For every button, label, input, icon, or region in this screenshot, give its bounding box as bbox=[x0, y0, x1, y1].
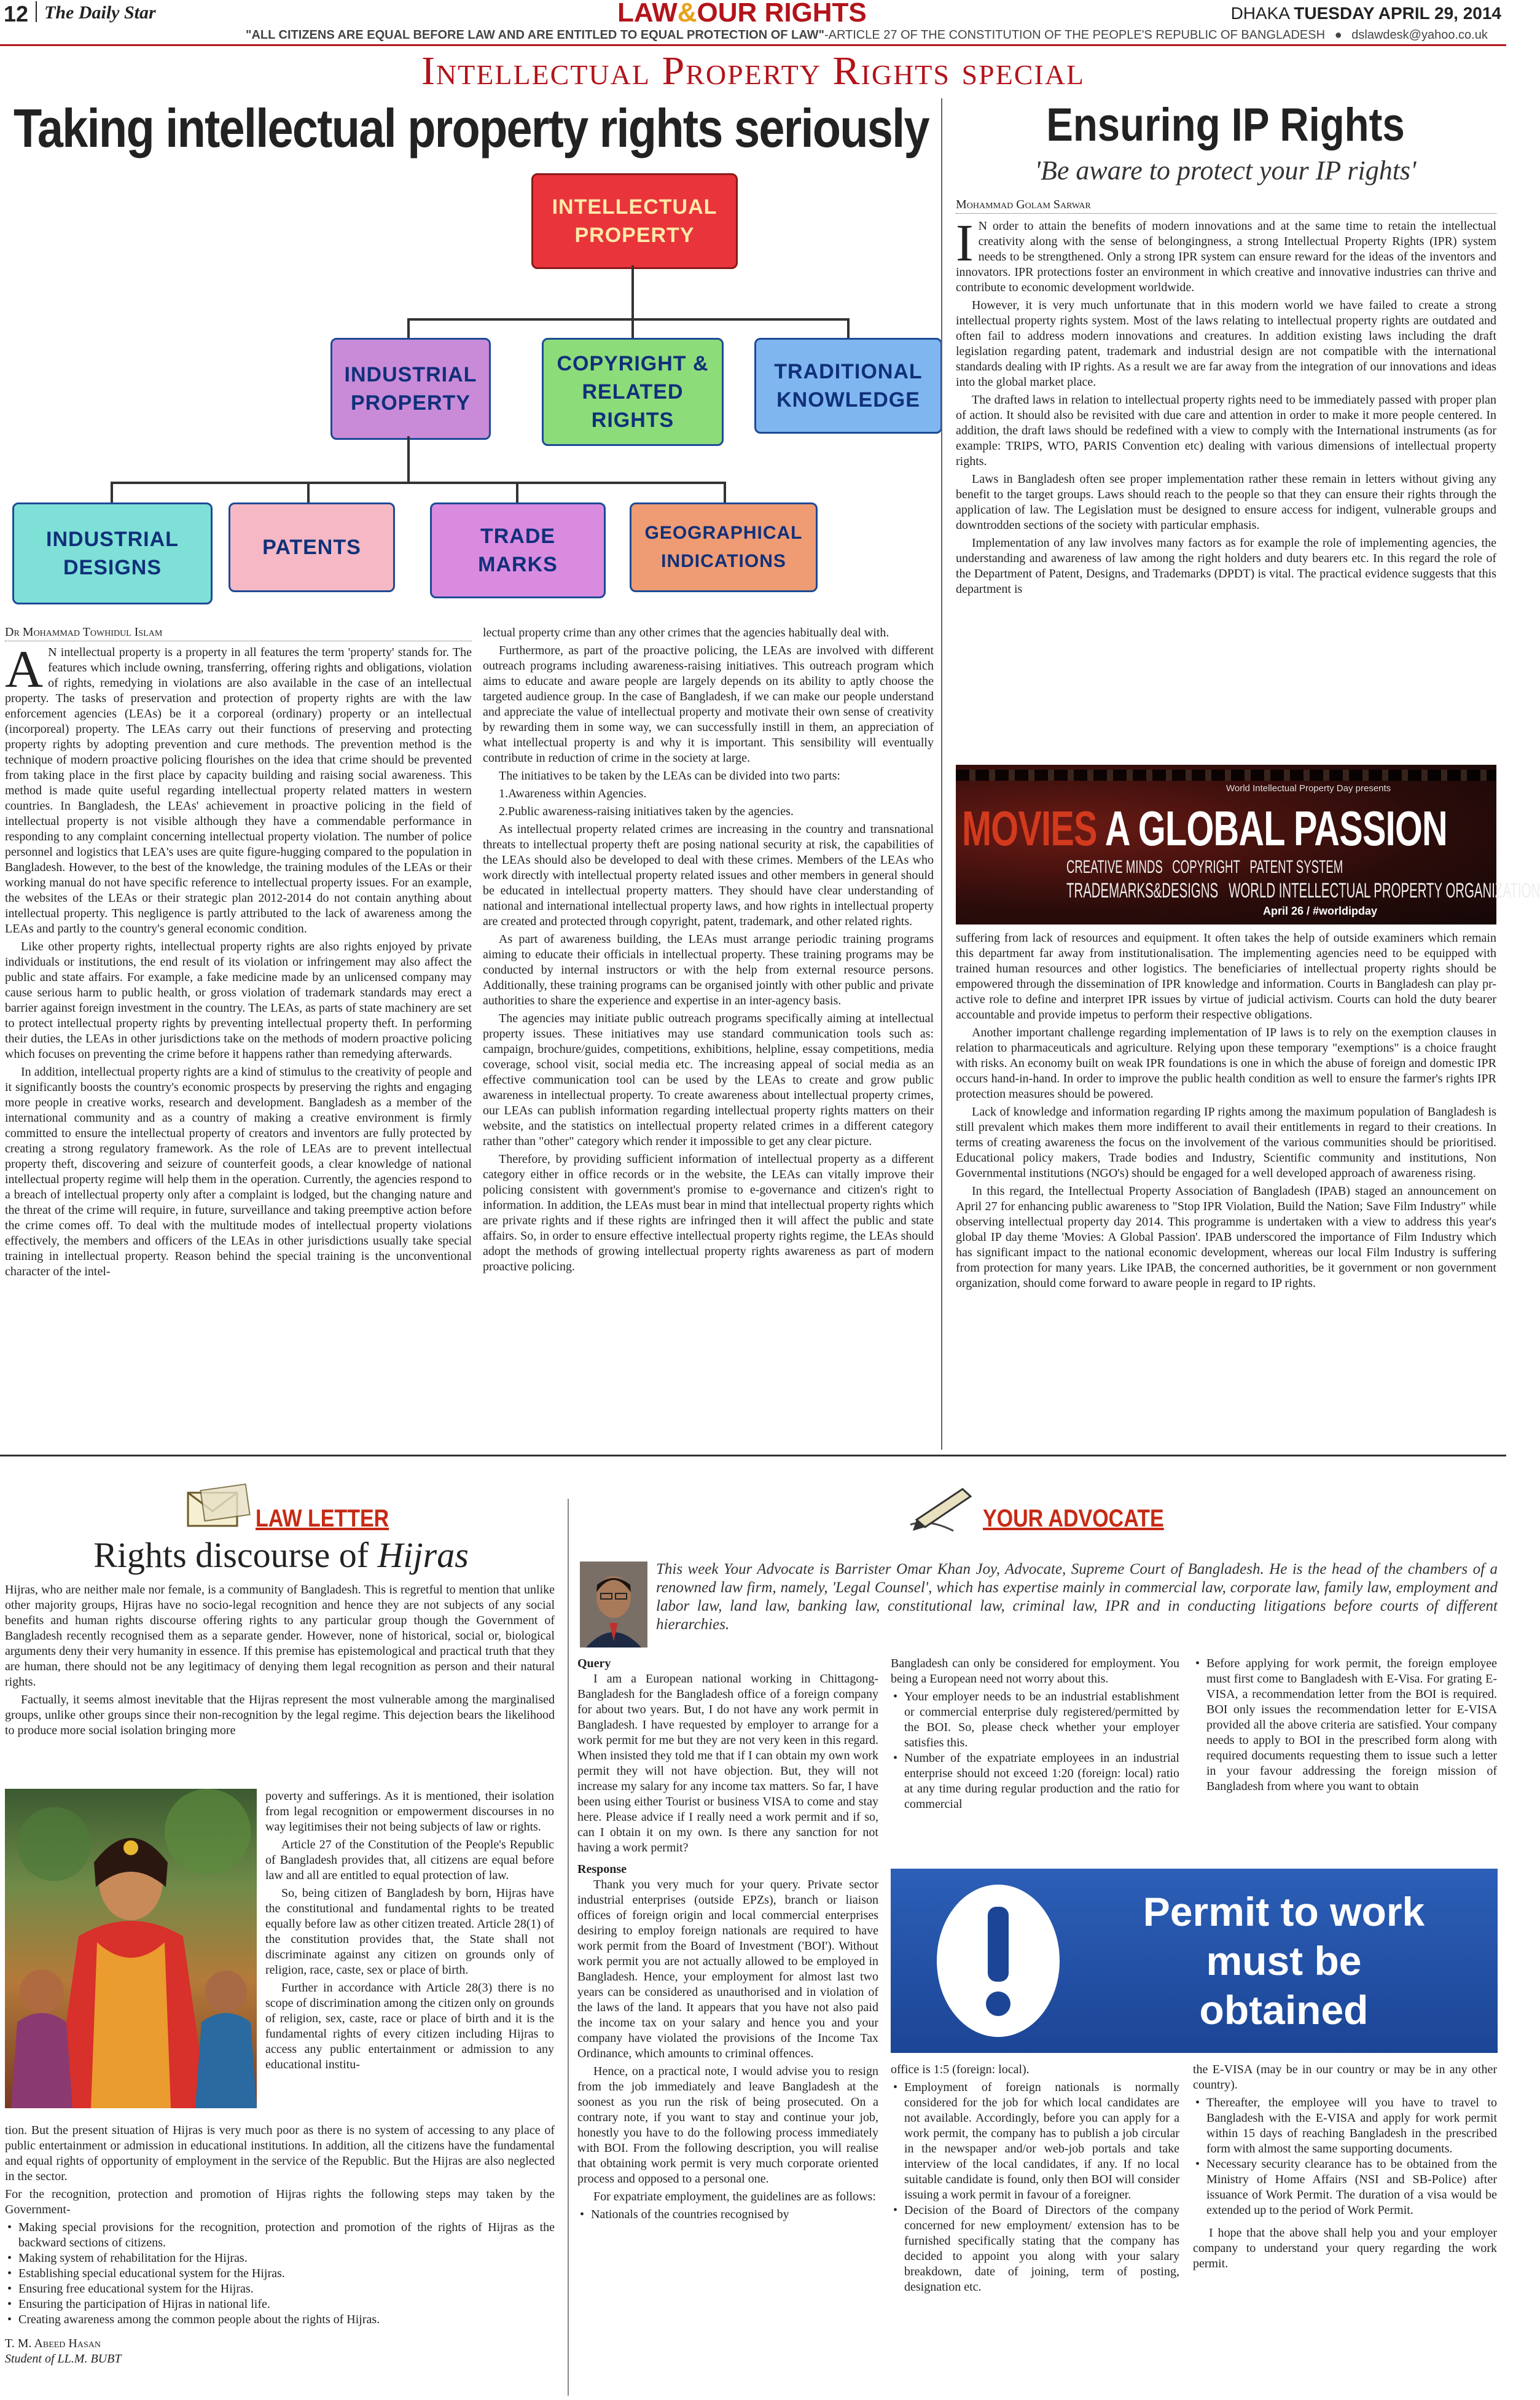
diagram-industrial-designs-l1: INDUSTRIAL bbox=[46, 528, 179, 551]
article1-col2-list-2: 2.Public awareness-raising initiatives taken by the agencies. bbox=[499, 805, 794, 818]
response-p3: For expatriate employment, the guidelines are as follows: bbox=[593, 2190, 876, 2203]
diagram-copyright-box bbox=[542, 338, 724, 446]
diagram-trademarks-l2: MARKS bbox=[478, 553, 558, 576]
list-item: • Making special provisions for the recognition, protection and promotion of the rights of Hijras as the backward sections of citizens. bbox=[18, 2220, 555, 2251]
response-p1: Thank you very much for your query. Private sector industrial enterprises (outside EPZs), branch or liaison offices of foreign origin and local commercial enterprises desiring to employ foreign nationals are required to have work permit from the Board of Investment ('BOI'). Without work permit you are not actually allowed to be employed in Bangladesh. Hence, your employment for almost last two years can be considered as unauthorised and in violation of the laws of the land. It appears that you have not also paid the income tax on your salary and hence you and your company have violated the provisions of the Income Tax Ordinance, which amounts to criminal offences. bbox=[577, 1878, 878, 2060]
permit-line-2: must be bbox=[1206, 1938, 1362, 1984]
response-label: Response bbox=[577, 1863, 627, 1876]
article1-col2-list-1: 1.Awareness within Agencies. bbox=[499, 787, 647, 800]
list-item: • Decision of the Board of Directors of the company concerned for new employment/ extension has to be furnished specifically stating that the company has decided to appoint you along with your salary breakdown, date of joining, term of posting, designation etc. bbox=[904, 2203, 1179, 2295]
law-letter-tag: LAW LETTER bbox=[256, 1505, 389, 1532]
list-item: • Ensuring the participation of Hijras in national life. bbox=[18, 2297, 555, 2312]
banner-patent-system: PATENT SYSTEM bbox=[1249, 857, 1343, 877]
advocate-column-2-bottom bbox=[891, 2062, 1179, 2397]
law-letter-wrap-text bbox=[265, 1789, 554, 2121]
diagram-root-line-2: PROPERTY bbox=[574, 224, 695, 247]
banner-small-top: World Intellectual Property Day presents bbox=[1226, 783, 1391, 794]
list-item: • Number of the expatriate employees in an industrial enterprise should not exceed 1:20 (foreign: local) ratio at any time during regular production and the ratio for commercial bbox=[904, 1751, 1179, 1812]
advocate-section bbox=[573, 1457, 1506, 2400]
banner-creative-minds: CREATIVE MINDS bbox=[1066, 857, 1163, 877]
law-letter-wrap-p3: So, being citizen of Bangladesh by born, Hijras have the constitutional and fundamental rights to be treated equally before law as other citizen treated. Article 28(1) of the constitution provides that, the State shall not discriminate against any citizen on grounds only of religion, race, caste, sex or place of birth. bbox=[265, 1886, 554, 1977]
diagram-trademarks-l1: TRADE bbox=[480, 525, 556, 548]
article2-p5: Implementation of any law involves many factors as for example the role of implementing agencies, the understanding and awareness of law among the right holders and duty bearers etc. In this regard the role of the Department of Patent, Designs, and Trademarks (DPDT) is vital. The practical evidence suggests that this department is bbox=[956, 536, 1496, 596]
banner-title-movies: MOVIES bbox=[962, 801, 1097, 856]
permit-graphic-text bbox=[1093, 1887, 1474, 2035]
list-item: • Before applying for work permit, the foreign employee must first come to Bangladesh with E-Visa. For grating E-VISA, a recommendation letter from the BOI is required. BOI only issues the recommendation letter for E-VISA provided all the above criteria are satisfied. Your company needs to apply to BOI in the prescribed form along with required documents requesting them to issue such a letter in your favour addressing the foreign mission of Bangladesh from where you want to obtain bbox=[1206, 1656, 1497, 1794]
banner-copyright: COPYRIGHT bbox=[1172, 857, 1240, 877]
ip-diagram bbox=[12, 173, 934, 628]
article2-p7: Another important challenge regarding implementation of IP laws is to rely on the exemption clauses in relation to pharmaceuticals and agriculture. Relying upon these temporary "exemptions" is a choice fraught with risks. An economy built on weak IPR foundations is one in which the abuse of foreign and domestic IPR occurs hand-in-hand. In order to improve the public health condition as well to ensure the farmer's rights IPR protection measures should be powered. bbox=[956, 1026, 1496, 1101]
law-letter-p2: Factually, it seems almost inevitable that the Hijras represent the most vulnerable among the marginalised groups, unlike other groups since their non-recognition by the legal regime. This dejection bears the likelihood to produce more social isolation bringing more bbox=[5, 1693, 555, 1737]
law-letter-after: tion. But the present situation of Hijras is very much poor as there is no system of accessing to any place of public entertainment or admission in educational institutions. In addition, all the citizens have the fundamental and equal rights of opportunity of employment in the service of the Republic. But the Hijras are also neglected in the sector. bbox=[5, 2124, 555, 2183]
advocate-col3b-lead: the E-VISA (may be in our country or may be in any other country). bbox=[1193, 2063, 1497, 2092]
diagram-industrial-property-l1: INDUSTRIAL bbox=[344, 363, 477, 386]
diagram-copyright-l3: RIGHTS bbox=[591, 408, 674, 432]
envelope-icon bbox=[184, 1487, 252, 1531]
diagram-traditional-knowledge-box bbox=[754, 338, 942, 434]
article1-col2-p2: Furthermore, as part of the proactive policing, the LEAs are involved with different outreach programs including awareness-raising initiatives. This outreach program which aims to educate and aware people are largely depends on its ability to aptly choose the targeted audience group. In the case of Bangladesh, if we can make our people understand and appreciate the value of intellectual property and motivate their own sense of creativity by rewarding them in some way, we can successfully instill in them, an appreciation of what intellectual property is and why it is important. This sensibility will eventually contribute in reduction of crime in the society at large. bbox=[483, 644, 934, 765]
article2-subhead: 'Be aware to protect your IP rights' bbox=[1034, 155, 1417, 186]
exclamation-icon bbox=[934, 1881, 1063, 2041]
permit-line-3: obtained bbox=[1199, 1987, 1369, 2033]
law-letter-steps bbox=[5, 2220, 555, 2328]
permit-graphic bbox=[891, 1869, 1498, 2053]
article1-byline: Dr Mohammad Towhidul Islam bbox=[5, 625, 472, 641]
article1-col2-p6: The agencies may initiate public outreach programs specifically aiming at intellectual property issues. These initiatives may use standard communication tools such as: campaign, brochure/guides, competitions, exhibitions, helpline, essay competitions, media coverage, school visit, social media etc. The increasing appeal of social media as an effective communication tool can be used by the LEAs to create and grow public awareness in intellectual property. To create awareness about intellectual property crimes, our LEAs can publish information regarding intellectual property rights matters on their website, and the statistics on intellectual property related crimes in a different category rather than "other" category which render it impossible to get any clear picture. bbox=[483, 1012, 934, 1148]
article1-dropcap: A bbox=[5, 639, 44, 698]
law-letter-tail bbox=[5, 2123, 555, 2367]
law-letter-section bbox=[0, 1457, 562, 2400]
banner-trademarks-designs: TRADEMARKS&DESIGNS bbox=[1066, 879, 1219, 902]
banner-wipo: WORLD INTELLECTUAL PROPERTY ORGANIZATION bbox=[1229, 879, 1540, 902]
list-item: • Necessary security clearance has to be obtained from the Ministry of Home Affairs (NSI and SB-Police) after issuance of Work Permit. The duration of a visa would be extended up to the period of Work Permit. bbox=[1206, 2157, 1497, 2218]
section-title: LAW&OUR RIGHTS bbox=[617, 0, 867, 28]
list-item: • Making system of rehabilitation for the Hijras. bbox=[18, 2251, 555, 2266]
article2-p9: In this regard, the Intellectual Property Association of Bangladesh (IPAB) staged an announcement on April 27 for enhancing public awareness to "Stop IPR Violation, Build the Nation; Save Film Industry" while observing intellectual property day 2014. This programme is undertaken with a view to address this year's global IP day theme 'Movies: A Global Passion'. IPAB underscored the importance of Film Industry which has significant impact to the national economic development, whereas our local Film Industry is suffering from protection for many years. Like IPAB, the concerned authorities, be it government or non government organization, should come forward to aware people in regard to IP rights. bbox=[956, 1184, 1496, 1290]
query-label: Query bbox=[577, 1657, 611, 1670]
diagram-geo-indications-l2: INDICATIONS bbox=[661, 551, 786, 571]
advocate-intro: This week Your Advocate is Barrister Omar Khan Joy, Advocate, Supreme Court of Bangladesh. He is the head of the chambers of a renowned law firm, namely, 'Legal Counsel', which has expertise mainly in commercial law, corporate law, family law, employment and labor law, land law, banking law, constitutional law, criminal law, IPR and in conducting litigations before courts of different hierarchies. bbox=[656, 1561, 1498, 1633]
date-line: DHAKA TUESDAY APRIL 29, 2014 bbox=[1230, 4, 1501, 23]
article1-col1-p1: A N intellectual property is a property in all features the term 'property' stands for. The features which include owning, transferring, offering rights and obligations, violation of rights, remedying in violations are also available in the case of an intellectual property. The tasks of preservation and protection of property rights are with the law enforcement agencies (LEAs) be it a corporeal (ordinary) property or an intellectual (incorporeal) property. The LEAs carry out their functions of preserving and protecting property rights by adopting prevention and cure methods. The prevention method is the technique of modern proactive policing flourishes on the idea that crime should be prevented from taking place in the first place by capacity building and raising social awareness. This method is made quite useful regarding intellectual property related matters in western countries. In Bangladesh, the LEAs' achievement in proactive policing in the field of intellectual property is not visible although they have a commendable performance in responding to any complaint concerning intellectual property violation. The number of police personnel and logistics that LEA's uses are quite figure-hugging compared to the population in Bangladesh. However, to the best of the knowledge, the training modules of the LEAs or their working manual do not have specific reference to intellectual property issues. For an example, the websites of the LEAs or their strategic plan 2012-2014 do not contain anything about intellectual property. This negligence is partly attributed to the lack of awareness among the LEAs and partly to the country's general economic condition. bbox=[5, 639, 472, 936]
banner-title-passion: A GLOBAL PASSION bbox=[1104, 801, 1447, 856]
article2-p3: The drafted laws in relation to intellectual property rights need to be immediately passed with proper plan of action. It should also be revisited with due care and attention in order to make it more people centered. In addition, the draft laws should be redefined with a view to comply with the International instruments (as for example: TRIPS, WTO, PARIS Convention etc) dealing with various dimensions of intellectual property rights. bbox=[956, 393, 1496, 468]
diagram-trademarks-box bbox=[430, 502, 606, 598]
banner-footer: April 26 / #worldipday bbox=[1263, 905, 1378, 917]
list-item: • Nationals of the countries recognised by bbox=[591, 2207, 878, 2222]
diagram-traditional-knowledge-l1: TRADITIONAL bbox=[774, 360, 923, 383]
law-letter-wrap-p2: Article 27 of the Constitution of the People's Republic of Bangladesh provides that, all citizens are equal before law and all are entitled to equal protection of law. bbox=[265, 1838, 554, 1882]
diagram-industrial-designs-box bbox=[12, 502, 213, 604]
law-letter-author: T. M. Abeed Hasan bbox=[5, 2337, 101, 2350]
diagram-root-box bbox=[531, 173, 738, 269]
diagram-geo-indications-l1: GEOGRAPHICAL bbox=[644, 523, 803, 543]
pen-icon bbox=[904, 1482, 978, 1537]
article1-col2-p5: As part of awareness building, the LEAs must arrange periodic training programs aiming to educate their officials in intellectual property. These training programs may be conducted by internal instructors or with the help from external resource persons. Additionally, these training programs can be organised jointly with other public and private authorities to share the experience and expertise in an inter-agency basis. bbox=[483, 932, 934, 1007]
diagram-traditional-knowledge-l2: KNOWLEDGE bbox=[776, 388, 920, 412]
ip-day-banner bbox=[956, 765, 1540, 924]
article2-bottom-text bbox=[956, 931, 1496, 1444]
law-letter-wrap-p1: poverty and sufferings. As it is mentioned, their isolation from legal recognition or empowerment discourses in no way legitimises their not being subjects of law or rights. bbox=[265, 1789, 554, 1834]
advocate-tag: YOUR ADVOCATE bbox=[983, 1505, 1164, 1532]
article2-p4: Laws in Bangladesh often see proper implementation rather these remain in letters without giving any benefit to the target groups. Laws should reach to the people so that they can ensure their rights through the application of law. The Legislation must be designed to ensure access for indigent, vulnerable groups and downtrodden sections of the society with particular emphasis. bbox=[956, 472, 1496, 532]
list-item: • Employment of foreign nationals is normally considered for the job for which local candidates are not available. Accordingly, before you can apply for a work permit, the company has to publish a job circular in the newspaper and/or web-job portals and take interview of the local candidates, if any. If no local suitable candidate is found, only then BOI will consider issuing a work permit in favour of a foreigner. bbox=[904, 2080, 1179, 2203]
diagram-industrial-property-l2: PROPERTY bbox=[350, 391, 471, 415]
list-item: • Creating awareness among the common people about the rights of Hijras. bbox=[18, 2312, 555, 2328]
law-letter-headline: Rights discourse of Hijras bbox=[93, 1535, 469, 1575]
advocate-column-3-bottom bbox=[1193, 2062, 1497, 2397]
page-number: 12 bbox=[4, 1, 29, 26]
list-item: • Ensuring free educational system for the Hijras. bbox=[18, 2281, 555, 2297]
query-text: I am a European national working in Chittagong- Bangladesh for the Bangladesh office of a foreign company for about two years. But, I do not have any work permit in Bangladesh. I have requested by employer to arrange for a work permit for me but they are not very keen in this regard. When insisted they told me that if I can obtain my own work permit they will not have objection. But, they will not increase my salary for any income tax matters. So far, I have been using either Tourist or business VISA to come and stay here. Please advice if I really need a work permit and if so, can I obtain it on my own. Is there any sanction for not having a work permit? bbox=[577, 1672, 878, 1855]
article2-top-text bbox=[956, 213, 1496, 808]
response-p2: Hence, on a practical note, I would advise you to resign from the job immediately and leave Bangladesh at the soonest as you run the risk of being prosecuted. On a contrary note, if you want to stay and continue your job, honestly you have to do the following process immediately with BOI. From the following description, you will realise that obtaining work permit is very much corporate oriented process and opposed to a personal one. bbox=[577, 2065, 878, 2186]
law-letter-steps-intro: For the recognition, protection and promotion of Hijras rights the following steps may taken by the Government- bbox=[5, 2187, 555, 2216]
article1-column-2 bbox=[483, 625, 934, 1442]
advocate-photo bbox=[580, 1562, 647, 1648]
article1-col1-p3: In addition, intellectual property rights are a kind of stimulus to the creativity of people and it significantly boosts the country's economic prospects by preserving the rights and engaging more people in creative works, research and development. Bangladesh as a member of the international community and as a country of making a creative environment is firmly committed to ensure the intellectual property of creators and inventors are fully protected by creating a strong regulatory framework. As the role of LEAs are to prevent intellectual property theft, discovering and seizure of counterfeit goods, a clear knowledge of national intellectual property regime will help them in the operation. Currently, the agencies respond to a breach of intellectual property only after a complaint is lodged, but the changing nature and the threat of the crime will require, in future, surveillance and taking preemptive action before the crime comes off. To deal with the multitude modes of intellectual property violations effectively, the members and officers of the LEAs in other jurisdictions usually take special training in intellectual property. Reason behind the special training is the unconventional character of the intel- bbox=[5, 1065, 472, 1278]
article1-headline: Taking intellectual property rights seriously bbox=[14, 98, 929, 158]
diagram-root-line-1: INTELLECTUAL bbox=[552, 195, 717, 219]
article2-p1: I N order to attain the benefits of modern innovations and at the same time to retain the intellectual creativity along with the sense of belongingness, a strong Intellectual Property Rights (IPR) system needs to be strengthened. Only a strong IPR system can ensure reward for the ideas of the inventors and innovators. IPR protections foster an environment in which creative and innovative industries can thrive and contribute to economic development worldwide. bbox=[956, 213, 1496, 294]
hijra-photo bbox=[5, 1789, 257, 2108]
law-letter-wrap-p4: Further in accordance with Article 28(3) there is no scope of discrimination among the citizen only on grounds of religion, sex, caste, race or place of birth and it is the fundamental rights of every citizen including Hijras to access any public entertainment or admission to any educational institu- bbox=[265, 1981, 554, 2071]
article2-dropcap: I bbox=[956, 213, 974, 272]
advocate-column-3-top bbox=[1193, 1656, 1497, 1859]
article1-column-1 bbox=[5, 639, 472, 1444]
diagram-patents-l1: PATENTS bbox=[262, 536, 361, 559]
article1-col1-p2: Like other property rights, intellectual property rights are also rights enjoyed by private individuals or institutions, the end result of its violation or infringement may also affect the public and state affairs. For example, a fake medicine made by an unlicensed company may cause serious harm to public health, or gross violation of trademark standards may erect a barrier against foreign investment in the country. The LEAs, as parts of state machinery are set to protect intellectual property rights by preventing intellectual property theft. In performing their duties, the LEAs in other jurisdictions take on the methods of modern proactive policing which focuses on preventing the crime before it happens rather than remedying afterwards. bbox=[5, 940, 472, 1061]
diagram-industrial-designs-l2: DESIGNS bbox=[63, 556, 162, 579]
advocate-column-2-top bbox=[891, 1656, 1179, 1859]
diagram-industrial-property-box bbox=[330, 338, 491, 440]
advocate-col2-lead: Bangladesh can only be considered for employment. You being a European need not worry about this. bbox=[891, 1657, 1179, 1686]
desk-email[interactable]: dslawdesk@yahoo.co.uk bbox=[1351, 28, 1488, 42]
bullet-dot: ● bbox=[1334, 28, 1342, 42]
article2-p8: Lack of knowledge and information regarding IP rights among the maximum population of Bangladesh is still prevalent which makes them more indifferent to avail their entitlements in regard to their creations. In terms of creating awareness the focus on the involvement of the various communities should be prioritised. Educational policy makers, Trade bodies and Industry, Scientific community and institutions, Non Governmental institutions (NGO's) should be engaged for a well developed approach of awareness rising. bbox=[956, 1105, 1496, 1180]
article2-p2: However, it is very much unfortunate that in this modern world we have failed to create a strong intellectual property rights system. Most of the laws relating to intellectual property rights are outdated and often fail to address modern innovations and creatures. In addition existing laws including the draft legislation regarding patent, trademark and industrial design are not compatible with the international standards dealing with IP rights. As a result we are far away from the integration of our innovations and ideas into the global market place. bbox=[956, 299, 1496, 389]
article1-col2-p4: As intellectual property related crimes are increasing in the country and transnational threats to intellectual property theft are posing national security at risk, the capabilities of the LEAs should also be developed to deal with these crimes. Members of the LEAs who work directly with intellectual property related issues and other members in general should be educated in intellectual property matters. They should have clear understanding of national and international intellectual property laws, and how rights in intellectual property are created and protected through copyright, patent, trademark, and other related rights. bbox=[483, 823, 934, 928]
law-letter-p1: Hijras, who are neither male nor female, is a community of Bangladesh. This is regretful to mention that unlike other majority groups, Hijras have no socio-legal recognition and hence they are not subjects of any social benefits and human rights discourse offering rights to any particular group though the Government of Bangladesh recently recognised them as a separate gender. However, none of historical, social or, biological arguments deny their very humanity in essence. If this premise has epistemological and practical truth that they are human, there should not be any legitimacy of denying them legal recognition as person and their natural rights. bbox=[5, 1583, 555, 1689]
article1-col2-p1: lectual property crime than any other crimes that the agencies habitually deal with. bbox=[483, 626, 889, 639]
permit-line-1: Permit to work bbox=[1143, 1889, 1425, 1934]
diagram-patents-box bbox=[229, 502, 395, 592]
list-item: • Your employer needs to be an industrial establishment or commercial enterprise duly registered/permitted by the BOI. So, please check whether your employer satisfies this. bbox=[904, 1689, 1179, 1751]
article1-col2-p3: The initiatives to be taken by the LEAs can be divided into two parts: bbox=[499, 769, 840, 783]
article2-p6: suffering from lack of resources and equipment. It often takes the help of outside examiners which remain this department far away from institutionalisation. The implementing agencies need to be equipped with trained human resources and other logistics. The beneficiaries of intellectual property rights should be empowered through the dissemination of IPR knowledge and information. Courts in Bangladesh can play pr-active role to define and interpret IPR issues by virtue of judicial activism. Courts can hold the duty bearer accountable and provide impetus to perform their respective obligations. bbox=[956, 931, 1496, 1022]
advocate-column-1 bbox=[577, 1656, 878, 2396]
diagram-copyright-l2: RELATED bbox=[582, 380, 684, 404]
article1-col2-p7: Therefore, by providing sufficient information of intellectual property as a different category either in office records or in the website, the LEAs can vitally improve their policing consistent with government's promise to e-governance and citizen's right to information. In addition, the LEAs must bear in mind that intellectual property rights which are private rights and if these rights are infringed then it will affect the public and state affairs. So, in order to ensure effective intellectual property rights regime, the LEAs should adopt the methods of growing intellectual property rights awareness as part of modern proactive policing. bbox=[483, 1152, 934, 1273]
masthead bbox=[0, 0, 1506, 43]
advocate-closing: I hope that the above shall help you and your employer company to understand your query regarding the work permit. bbox=[1193, 2226, 1497, 2270]
advocate-col2b-lead: office is 1:5 (foreign: local). bbox=[891, 2063, 1030, 2076]
list-item: • Thereafter, the employee will you have to travel to Bangladesh with the E-VISA and apply for work permit within 15 days of reaching Bangladesh in the prescribed form with almost the same supporting documents. bbox=[1206, 2095, 1497, 2157]
law-letter-author-role: Student of LL.M. BUBT bbox=[5, 2352, 122, 2366]
film-strip-top bbox=[956, 770, 1496, 781]
constitution-quote: "ALL CITIZENS ARE EQUAL BEFORE LAW AND ARE ENTITLED TO EQUAL PROTECTION OF LAW"-ARTICLE 27 OF THE CONSTITUTION OF THE PEOPLE'S REPUBLIC OF BANGLADESH ● dslawdesk@yahoo.co.uk bbox=[246, 28, 1488, 42]
diagram-copyright-l1: COPYRIGHT & bbox=[557, 352, 709, 375]
special-title: Intellectual Property Rights special bbox=[421, 49, 1085, 93]
article2-headline: Ensuring IP Rights bbox=[1046, 99, 1405, 151]
list-item: • Establishing special educational system for the Hijras. bbox=[18, 2266, 555, 2281]
paper-name: The Daily Star bbox=[44, 2, 156, 23]
law-letter-intro bbox=[5, 1582, 555, 1741]
diagram-geo-indications-box bbox=[630, 502, 818, 592]
article2-byline: Mohammad Golam Sarwar bbox=[956, 198, 1496, 214]
